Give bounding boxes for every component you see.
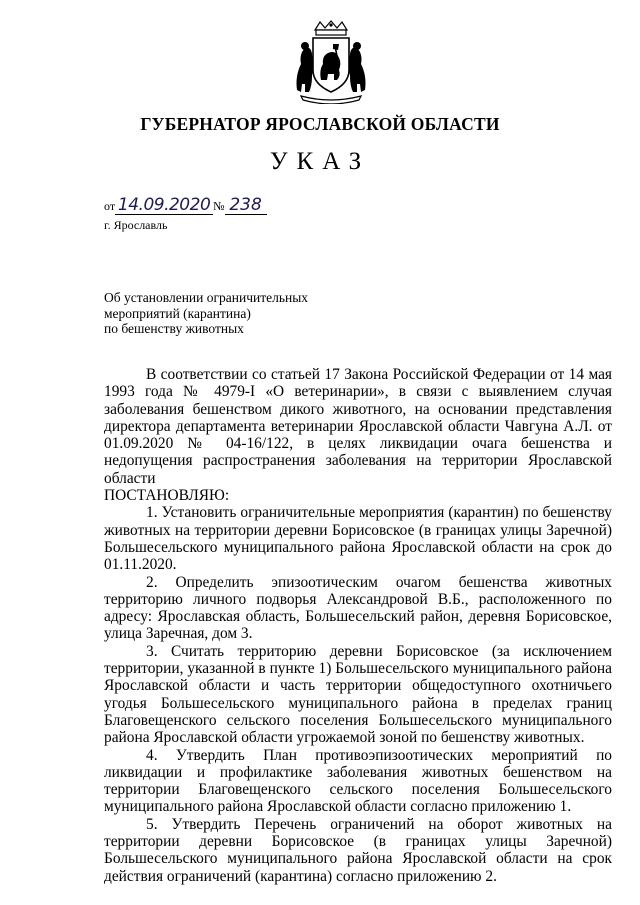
document-body: [104, 366, 612, 885]
number-prefix: №: [213, 199, 225, 213]
date-number-line: [104, 197, 267, 215]
subject-line: Об установлении ограничительных: [104, 290, 309, 305]
document-type: УКАЗ: [269, 148, 371, 175]
decree-word: ПОСТАНОВЛЯЮ:: [104, 487, 230, 505]
preamble-paragraph: В соответствии со статьей 17 Закона Российской Федерации от 14 мая 1993 года № 4979-I «О ветеринарии», в связи с выявлением случая заболевания бешенством дикого животного, на основании представления директора департамента ветеринарии Ярославской области Чавгуна А.Л. от 01.09.2020 № 04-16/122, в целях ликвидации очага бешенства и недопущения распространения заболевания на территории Ярославской области: [104, 366, 612, 487]
handwritten-number: 238: [225, 197, 267, 215]
subject-line: по бешенству животных: [104, 321, 244, 336]
decree-item-4: 4. Утвердить План противоэпизоотических мероприятий по ликвидации и профилактике заболевания животных бешенством на территории Благовещенского сельского поселения Большесельского муниципального района Ярославской области согласно приложению 1.: [104, 746, 612, 816]
document-subject: [104, 290, 308, 337]
city: г. Ярославль: [104, 218, 168, 232]
handwritten-date: 14.09.2020: [115, 197, 213, 215]
date-prefix: от: [104, 199, 116, 213]
decree-item-2: 2. Определить эпизоотическим очагом бешенства животных территорию личного подворья Александровой В.Б., расположенного по адресу: Ярославская область, Большесельский район, деревня Борисовское, улица Заречная, дом 3.: [104, 573, 612, 643]
subject-line: мероприятий (карантина): [104, 305, 251, 321]
coat-of-arms-bear-icon: [293, 20, 369, 104]
decree-item-1: 1. Установить ограничительные мероприятия (карантин) по бешенству животных на территории деревни Борисовское (в границах улицы Заречной) Большесельского муниципального района Ярославской области на срок до 01.11.2020.: [104, 504, 612, 574]
decree-item-5: 5. Утвердить Перечень ограничений на оборот животных на территории деревни Борисовское (в границах улицы Заречной) Большесельского муниципального района Ярославской области на срок действия ограничений (карантина) согласно приложению 2.: [104, 815, 612, 885]
authority-title: ГУБЕРНАТОР ЯРОСЛАВСКОЙ ОБЛАСТИ: [140, 114, 500, 134]
decree-item-3: 3. Считать территорию деревни Борисовское (за исключением территории, указанной в пункте 1) Большесельского муниципального района Ярославской области и часть территории общедоступного охотничьего угодья Большесельского муниципального района в пределах границ Благовещенского сельского поселения Большесельского муниципального района Ярославской области угрожаемой зоной по бешенству животных.: [104, 642, 612, 747]
